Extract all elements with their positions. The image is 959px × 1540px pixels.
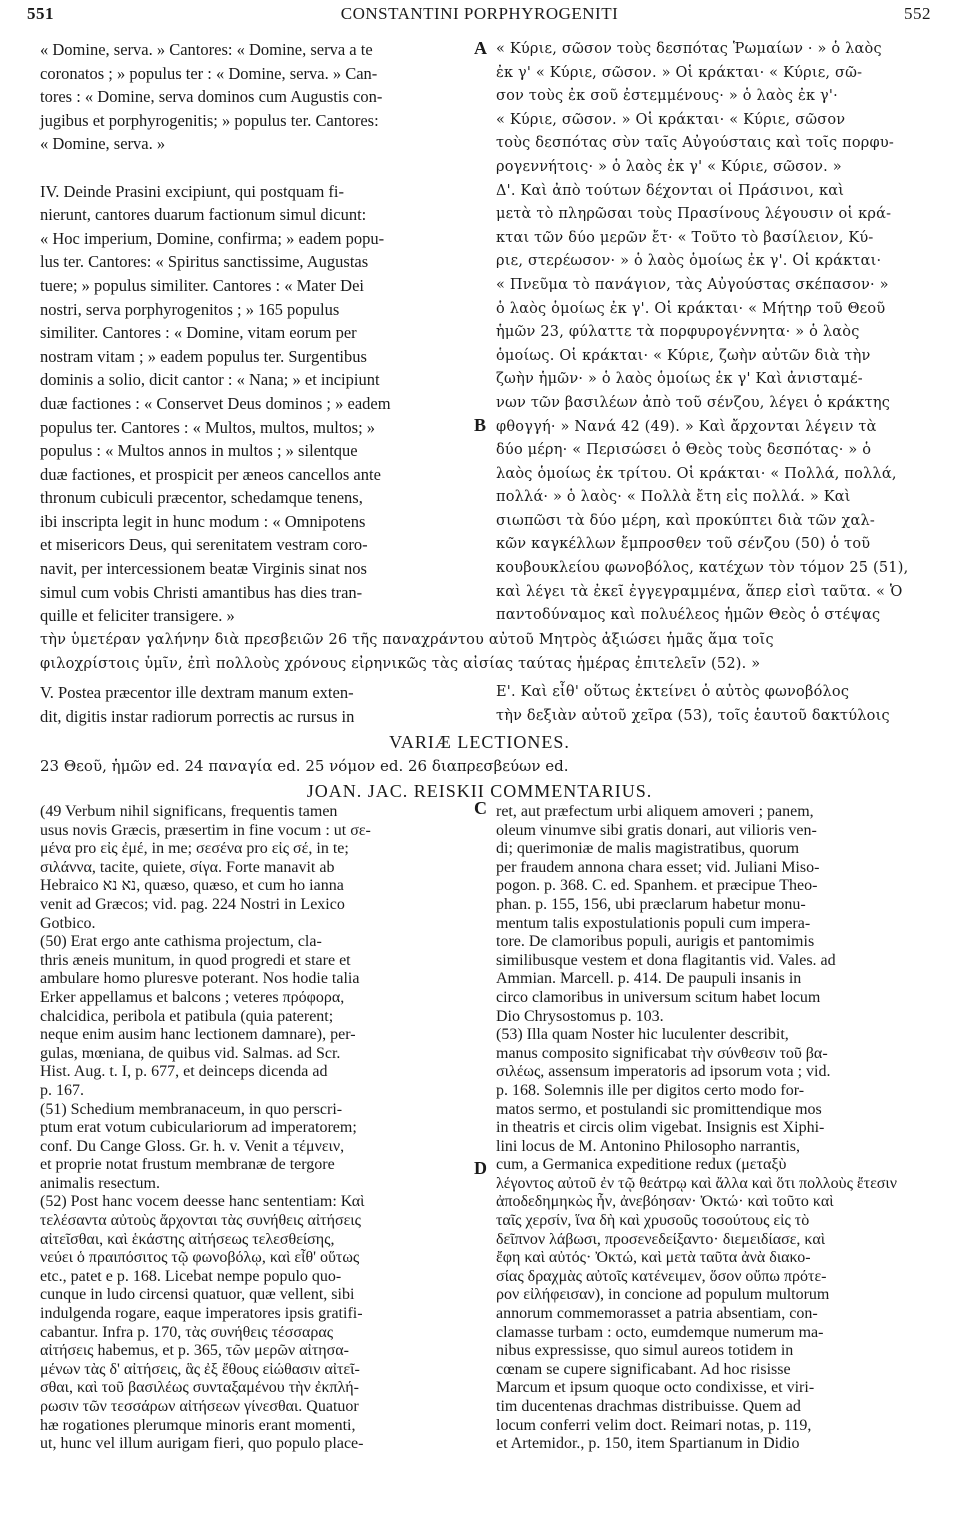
- commentary-text-line: phan. p. 155, 156, ubi præclarum habetur monu-: [496, 895, 806, 913]
- commentary-text-line: di; querimoniæ de malis magistratibus, quorum: [496, 840, 800, 858]
- greek-text-line: παντοδύναμος καὶ πολυέλεος ἡμῶν Θεὸς ὁ στέψας: [496, 607, 881, 624]
- latin-text-line: populus ter. Cantores : « Multos, multos, multos; »: [40, 417, 376, 437]
- latin-text-line: ibi inscripta legit in hunc modum : « Omnipotens: [40, 511, 366, 531]
- commentary-text-line: (53) Illa quam Noster hic luculenter describit,: [496, 1026, 789, 1044]
- commentary-text-line: et Artemidor., p. 150, item Spartianum in Didio: [496, 1435, 800, 1453]
- greek-text-line: « Κύριε, σῶσον. » Οἱ κράκται· « Κύριε, σῶσον: [496, 111, 846, 128]
- commentary-text-line: et proprie notat frustum membranæ de tergore: [40, 1156, 335, 1174]
- greek-text-line: καὶ λέγει τὰ ἐκεῖ ἐγγεγραμμένα, ἅπερ εἰσὶ ταῦτα. « Ὁ: [496, 583, 903, 600]
- greek-text-line: λαὸς ὁμοίως ἐκ τρίτου. Οἱ κράκται· « Πολλά, πολλά,: [496, 465, 897, 482]
- commentary-text-line: p. 167.: [40, 1081, 84, 1099]
- commentary-text-line: αἰτεῖσθαι, καὶ ἑκάστης αἰτήσεως τελεσθείσης,: [40, 1230, 335, 1248]
- commentary-text-line: σθαι, καὶ τοῦ βασιλέως συνταξαμένου τὴν ἐκπλή-: [40, 1379, 359, 1397]
- commentary-text-line: venit ad Græcos; vid. pag. 224 Nostri in Lexico: [40, 895, 345, 913]
- commentary-text-line: αἰτήσεις habemus, et p. 365, τῶν μερῶν αἰτησα-: [40, 1342, 349, 1360]
- commentary-heading: JOAN. JAC. REISKII COMMENTARIUS.: [306, 781, 653, 801]
- latin-text-line: populus : « Multos annos in multos ; » silentque: [40, 441, 358, 461]
- greek-text-line: ὁ λαὸς ὁμοίως ἐκ γ'. Οἱ κράκται· « Μήτηρ τοῦ Θεοῦ: [496, 300, 886, 317]
- latin-text-line: et misericors Deus, qui serenitatem vestram coro-: [40, 535, 368, 555]
- greek-text-line: δύο μέρη· « Περισώσει ὁ Θεὸς τοὺς δεσπότας· » ὁ: [496, 442, 872, 459]
- greek-full-line: τὴν ὑμετέραν γαλήνην διὰ πρεσβειῶν 26 τῆς παναχράντου αὐτοῦ Μητρὸς ἀξιώσει ἡμᾶς ἅμα τοῖς: [40, 632, 774, 648]
- commentary-text-line: δεῖπνον λάβωσι, προσενεδείξαντο· διεμειδίασε, καὶ: [496, 1230, 826, 1248]
- latin-text-line: navit, per intercessionem beatæ Virginis sinat nos: [40, 559, 367, 579]
- commentary-text-line: in theatris et circis olim vigebat. Insignis est Xiphi-: [496, 1119, 825, 1137]
- greek-section-v: [496, 681, 926, 728]
- commentary-text-line: cabantur. Infra p. 170, τὰς συνήθεις τέσσαρας: [40, 1323, 334, 1341]
- commentary-text-line: lini locus de M. Antonino Philosopho narrantis,: [496, 1137, 800, 1155]
- greek-text-line: κῶν καγκέλλων ἔμπροσθεν τοῦ σένζου (50) ὁ τοῦ: [496, 536, 871, 553]
- greek-text-line: νων τῶν βασιλέων ἀπὸ τοῦ σένζου, λέγει ὁ κράκτης: [496, 394, 891, 411]
- latin-text-line: tores : « Domine, serva dominos cum Augustis con-: [40, 87, 383, 107]
- commentary-text-line: (51) Schedium membranaceum, in quo perscri-: [40, 1100, 343, 1118]
- latin-text-line: V. Postea præcentor ille dextram manum exten-: [40, 683, 354, 702]
- variae-lectiones-heading: VARIÆ LECTIONES.: [389, 732, 570, 752]
- commentary-text-line: ambulare homo pluresve poterant. Nos hodie talia: [40, 970, 360, 988]
- latin-text-line: coronatos ; » populus ter : « Domine, serva. » Can-: [40, 63, 378, 83]
- commentary-text-line: indulgenda rogare, eaque imperatores ipsis gratifi-: [40, 1305, 363, 1323]
- greek-text-line: φθογγή· » Νανά 42 (49). » Καὶ ἄρχονται λέγειν τὰ: [496, 418, 877, 435]
- commentary-text-line: thris æneis munitum, in quod progredi et stare et: [40, 951, 351, 969]
- commentary-text-line: Marcum et ipsum quoque octo condixisse, et viri-: [496, 1379, 815, 1397]
- commentary-text-line: tim ducentenas drachmas distribuisse. Quem ad: [496, 1398, 801, 1415]
- commentary-text-line: gulas, mœniana, de quibus vid. Salmas. ad Scr.: [40, 1044, 341, 1062]
- latin-text-line: duæ factiones : « Conservet Deus dominos ; » eadem: [40, 393, 391, 413]
- commentary-text-line: νεύει ὁ πραιπόσιτος τῷ φωνοβόλῳ, καὶ εἶθ' οὕτως: [40, 1249, 360, 1267]
- commentary-text-line: cum, a Germanica expeditione redux (μεταξὺ: [496, 1156, 787, 1174]
- commentary-text-line: ret, aut præfectum urbi aliquem amoveri ; panem,: [496, 803, 814, 820]
- commentary-text-line: hæ rogationes plerumque minoris erant momenti,: [40, 1416, 356, 1434]
- greek-text-line: ἡμῶν 23, φύλαττε τὰ πορφυρογέννητα· » ὁ λαὸς: [496, 324, 860, 341]
- latin-section-v: [40, 681, 470, 728]
- latin-text-line: [40, 156, 470, 180]
- latin-text-line: dit, digitis instar radiorum porrectis ac rursus in: [40, 706, 355, 726]
- commentary-text-line: Hebraico נא נא, quæso, quæso, et cum ho ianna: [40, 877, 344, 895]
- commentary-left-column: [40, 803, 470, 1454]
- page-number-right: 552: [904, 4, 931, 23]
- variae-lectiones-notes: 23 Θεοῦ, ἡμῶν ed. 24 παναγία ed. 25 νόμον ed. 26 διαπρεσβεύων ed.: [40, 757, 569, 775]
- commentary-text-line: cœnam se cupere significabant. Ad hoc risisse: [496, 1360, 791, 1378]
- greek-text-line: κουβουκλείου φωνοβόλος, κατέχων τὸν τόμον 25 (51),: [496, 560, 909, 577]
- commentary-text-line: σίας δραχμὰς αὐτοῖς κατένειμεν, ὅσον οὔπω πρότε-: [496, 1267, 827, 1285]
- commentary-text-line: μένα pro εἰς ἐμέ, in me; σεσένα pro εἰς σέ, in te;: [40, 840, 349, 858]
- latin-text-line: « Hoc imperium, Domine, confirma; » eadem popu-: [40, 228, 385, 248]
- latin-text-line: quille et feliciter transigere. »: [40, 606, 235, 626]
- margin-marker-c: C: [474, 798, 487, 818]
- commentary-text-line: ρον εἰλήφεισαν), in concione ad populum multorum: [496, 1286, 830, 1304]
- latin-text-line: tuere; » populus similiter. Cantores : « Mater Dei: [40, 275, 364, 295]
- latin-text-line: IV. Deinde Prasini excipiunt, qui postquam fi-: [40, 181, 344, 201]
- commentary-text-line: manus composito significabat τὴν σύνθεσιν τοῦ βα-: [496, 1044, 828, 1062]
- commentary-text-line: chalcidica, peribola et patibula (quia paterent;: [40, 1007, 334, 1025]
- commentary-text-line: animalis resectum.: [40, 1174, 160, 1192]
- commentary-text-line: ρωσιν τῶν τεσσάρων αἰτήσεων γίνεσθαι. Quatuor: [40, 1398, 359, 1415]
- commentary-text-line: clamasse turbam : octo, eumdemque numerum ma-: [496, 1323, 824, 1341]
- commentary-text-line: locum conferri velim doct. Reimari notas, p. 119,: [496, 1416, 812, 1434]
- greek-text-line: τὴν δεξιὰν αὐτοῦ χεῖρα (53), τοῖς ἑαυτοῦ δακτύλοις: [496, 707, 890, 724]
- latin-text-line: thronum cubiculi præcentor, schedamque tenens,: [40, 488, 363, 508]
- commentary-text-line: ταῖς χερσίν, ἵνα δὴ καὶ χρυσοῦς τοσούτους εἰς τὸ: [496, 1212, 810, 1230]
- latin-text-line: dominis a solio, dicit cantor : « Nana; » et incipiunt: [40, 370, 380, 390]
- page-number-left: 551: [27, 4, 54, 23]
- latin-column: [40, 38, 470, 628]
- latin-text-line: lus ter. Cantores: « Spiritus sanctissime, Augustas: [40, 252, 369, 272]
- commentary-text-line: Gotbico.: [40, 914, 96, 932]
- commentary-text-line: σιλάννα, tacite, quiete, σίγα. Forte manavit ab: [40, 858, 335, 876]
- greek-text-line: Ε'. Καὶ εἶθ' οὕτως ἐκτείνει ὁ αὐτὸς φωνοβόλος: [496, 684, 850, 700]
- commentary-text-line: mentum talis expostulationis populi cum impera-: [496, 914, 811, 932]
- commentary-text-line: ptum erat votum cubiculariorum ad imperatorem;: [40, 1119, 357, 1137]
- greek-text-line: σιωπῶσι τὰ δύο μέρη, καὶ προκύπτει διὰ τῶν χαλ-: [496, 512, 875, 529]
- greek-text-line: « Κύριε, σῶσον τοὺς δεσπότας Ῥωμαίων · » ὁ λαὸς: [496, 41, 882, 57]
- greek-text-line: ζωὴν ἡμῶν· » ὁ λαὸς ὁμοίως ἐκ γ' Καὶ ἀνισταμέ-: [496, 371, 863, 388]
- greek-text-line: ρογεννήτοις· » ὁ λαὸς ἐκ γ' « Κύριε, σῶσον. »: [496, 158, 842, 175]
- commentary-text-line: usus novis Græcis, præsertim in fine vocum : ut σε-: [40, 821, 371, 839]
- commentary-text-line: nibus expressisse, quo simul aureos totidem in: [496, 1342, 794, 1360]
- commentary-text-line: per fraudem annona chara esset; vid. Juliani Miso-: [496, 858, 820, 876]
- margin-marker-d: D: [474, 1158, 487, 1178]
- commentary-text-line: Dio Chrysostomus p. 103.: [496, 1007, 664, 1025]
- latin-text-line: nostri, serva porphyrogenitos ; » 165 populus: [40, 299, 340, 319]
- commentary-text-line: annorum commemorasset a patria absentiam, con-: [496, 1305, 818, 1323]
- margin-marker-b: B: [474, 415, 487, 435]
- greek-full-line: φιλοχρίστοις ὑμῖν, ἐπὶ πολλοὺς χρόνους εἰρηνικῶς τὰς αἰσίας ταύτας ἡμέρας ἐπιτελεῖν (52). »: [40, 655, 761, 672]
- commentary-text-line: Erker appellamus et balcons ; veteres πρόφορα,: [40, 988, 345, 1006]
- greek-text-line: ὁμοίως. Οἱ κράκται· « Κύριε, ζωὴν αὐτῶν διὰ τὴν: [496, 347, 871, 364]
- greek-text-line: Δ'. Καὶ ἀπὸ τούτων δέχονται οἱ Πράσινοι, καὶ: [496, 182, 845, 199]
- latin-text-line: jugibus et porphyrogenitis; » populus ter. Cantores:: [40, 110, 379, 130]
- latin-text-line: duæ factiones, et prospicit per æneos cancellos ante: [40, 464, 381, 484]
- greek-text-line: σον τοὺς ἐκ σοῦ ἐστεμμένους· » ὁ λαὸς ἐκ γ'·: [496, 88, 838, 105]
- margin-marker-a: A: [474, 38, 487, 58]
- commentary-text-line: Ammian. Marcell. p. 414. De paupuli insanis in: [496, 970, 802, 988]
- latin-text-line: nostram vitam ; » eadem populus ter. Surgentibus: [40, 346, 367, 366]
- greek-text-line: τοὺς δεσπότας σὺν ταῖς Αὐγούσταις καὶ τοῖς πορφυ-: [496, 135, 894, 152]
- commentary-text-line: (52) Post hanc vocem deesse hanc sententiam: Καὶ: [40, 1193, 365, 1211]
- greek-text-line: ριε, στερέωσον· » ὁ λαὸς ὁμοίως ἐκ γ'. Οἱ κράκται·: [496, 253, 882, 270]
- commentary-text-line: λέγοντος αὐτοῦ ἐν τῷ θεάτρῳ καὶ ἄλλα καὶ ὅτι πολλοὺς ἔτεσιν: [496, 1174, 897, 1192]
- latin-text-line: « Domine, serva. »: [40, 134, 166, 154]
- commentary-text-line: ut, hunc vel illum aurigam fieri, quo populo place-: [40, 1435, 364, 1453]
- commentary-text-line: neque enim ausim hanc lectionem damnare), per-: [40, 1026, 356, 1044]
- commentary-text-line: conf. Du Cange Gloss. Gr. h. v. Venit a τέμνειν,: [40, 1137, 345, 1155]
- greek-text-line: ἐκ γ' « Κύριε, σῶσον. » Οἱ κράκται· « Κύριε, σῶ-: [496, 64, 863, 81]
- commentary-text-line: pogon. p. 368. C. ed. Spanhem. et præcipue Theo-: [496, 877, 818, 895]
- commentary-right-column: [496, 803, 926, 1454]
- commentary-text-line: cunque in ludo circensi quatuor, quæ vellent, sibi: [40, 1286, 355, 1304]
- greek-column: [496, 38, 926, 628]
- commentary-text-line: (49 Verbum nihil significans, frequentis tamen: [40, 803, 338, 820]
- commentary-text-line: oleum vinumve sibi gratis donari, aut vilioris ven-: [496, 821, 817, 839]
- commentary-text-line: ἀποδεδημηκὼς ἦν, ἀνεβόησαν· Ὀκτώ· καὶ τοῦτο καὶ: [496, 1193, 834, 1211]
- commentary-text-line: matos sermo, et postulandi sic promittendique mos: [496, 1100, 822, 1118]
- latin-text-line: similiter. Cantores : « Domine, vitam eorum per: [40, 323, 357, 343]
- latin-text-line: « Domine, serva. » Cantores: « Domine, serva a te: [40, 40, 373, 59]
- commentary-text-line: similibusque vestem et dona flagitantis vid. Vales. ad: [496, 951, 836, 969]
- greek-text-line: μετὰ τὸ πληρῶσαι τοὺς Πρασίνους λέγουσιν οἱ κρά-: [496, 206, 892, 223]
- running-title: CONSTANTINI PORPHYROGENITI: [340, 4, 619, 23]
- commentary-text-line: (50) Erat ergo ante cathisma projectum, cla-: [40, 933, 322, 951]
- commentary-text-line: tore. De clamoribus populi, aurigis et pantomimis: [496, 933, 815, 951]
- commentary-text-line: τελέσαντα αὐτοὺς ἄρχονται τὰς συνήθεις αἰτήσεις: [40, 1212, 361, 1230]
- commentary-text-line: p. 168. Solemnis ille per digitos certo modo for-: [496, 1081, 805, 1099]
- commentary-text-line: σιλέως, assensum imperatoris ad ipsorum vota ; vid.: [496, 1063, 831, 1081]
- commentary-text-line: ἔφη καὶ αὐτός· Ὀκτώ, καὶ μετὰ ταῦτα ἀνὰ διακο-: [496, 1249, 811, 1267]
- latin-text-line: nierunt, cantores duarum factionum simul dicunt:: [40, 205, 367, 225]
- commentary-text-line: μένων τὰς δ' αἰτήσεις, ἃς ἐξ ἔθους εἰώθασιν αἰτεῖ-: [40, 1360, 360, 1378]
- commentary-text-line: Hist. Aug. t. I, p. 677, et deinceps dicenda ad: [40, 1063, 328, 1081]
- greek-text-line: « Πνεῦμα τὸ πανάγιον, τὰς Αὐγούστας σκέπασον· »: [496, 276, 889, 293]
- greek-text-line: πολλά· » ὁ λαὸς· « Πολλὰ ἔτη εἰς πολλά. » Καὶ: [496, 489, 851, 506]
- latin-text-line: simul cum vobis Christi amantibus has dies tran-: [40, 582, 363, 602]
- greek-text-line: κται τῶν δύο μερῶν ἔτ· « Τοῦτο τὸ βασίλειον, Κύ-: [496, 229, 874, 246]
- greek-full-width-text: [40, 629, 920, 676]
- commentary-text-line: etc., patet e p. 168. Licebat nempe populo quo-: [40, 1267, 342, 1285]
- commentary-text-line: circo clamoribus in universum scitum habet locum: [496, 988, 821, 1006]
